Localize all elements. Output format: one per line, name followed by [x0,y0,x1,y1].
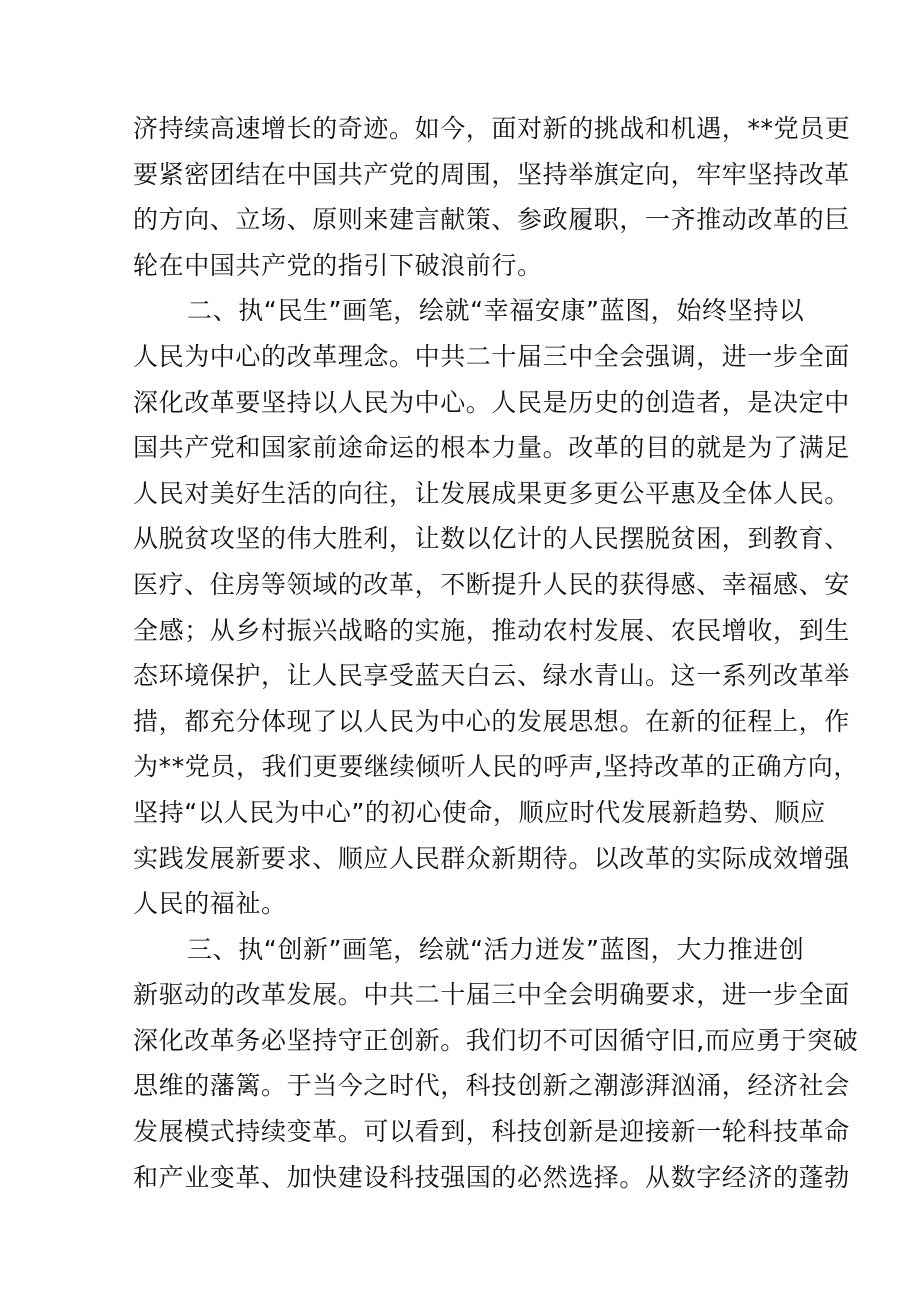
text-line: 态环境保护，让人民享受蓝天白云、绿水青山。这一系列改革举 [133,661,850,691]
text-line: 国共产党和国家前途命运的根本力量。改革的目的就是为了满足 [133,433,850,463]
text-line: 全感；从乡村振兴战略的实施，推动农村发展、农民增收，到生 [133,615,850,645]
text-line: 要紧密团结在中国共产党的周围，坚持举旗定向，牢牢坚持改革 [133,159,850,189]
text-line: 医疗、住房等领域的改革，不断提升人民的获得感、幸福感、安 [133,569,850,599]
paragraph-continuation [133,106,851,288]
section-heading-line: 二、执“民生”画笔，绘就“幸福安康”蓝图，始终坚持以 [187,296,805,326]
text-line: 的方向、立场、原则来建言献策、参政履职，一齐推动改革的巨 [133,205,850,235]
text-line: 措，都充分体现了以人民为中心的发展思想。在新的征程上，作 [133,706,850,736]
text-line: 坚持“以人民为中心”的初心使命，顺应时代发展新趋势、顺应 [133,797,826,827]
text-line: 发展模式持续变革。可以看到，科技创新是迎接新一轮科技革命 [133,1117,850,1147]
text-line: 和产业变革、加快建设科技强国的必然选择。从数字经济的蓬勃 [133,1162,850,1192]
text-line: 新驱动的改革发展。中共二十届三中全会明确要求，进一步全面 [133,980,850,1010]
text-line: 深化改革务必坚持守正创新。我们切不可因循守旧,而应勇于突破 [133,1025,859,1055]
text-line: 人民的福祉。 [133,889,287,919]
text-line: 济持续高速增长的奇迹。如今，面对新的挑战和机遇，**党员更 [133,114,851,143]
text-line: 人民对美好生活的向往，让发展成果更多更公平惠及全体人民。 [133,478,850,508]
text-line: 为**党员，我们更要继续倾听人民的呼声,坚持改革的正确方向， [133,752,859,782]
text-line: 思维的藩篱。于当今之时代，科技创新之潮澎湃汹涌，经济社会 [133,1071,850,1101]
document-body [133,106,859,1200]
section-heading-line: 三、执“创新”画笔，绘就“活力迸发”蓝图，大力推进创 [187,934,805,964]
paragraph-section-three [133,927,859,1201]
paragraph-section-two [133,288,859,926]
text-line: 人民为中心的改革理念。中共二十届三中全会强调，进一步全面 [133,341,850,371]
text-line: 从脱贫攻坚的伟大胜利，让数以亿计的人民摆脱贫困，到教育、 [133,524,850,554]
text-line: 轮在中国共产党的指引下破浪前行。 [133,250,543,280]
text-line: 实践发展新要求、顺应人民群众新期待。以改革的实际成效增强 [133,843,850,873]
text-line: 深化改革要坚持以人民为中心。人民是历史的创造者，是决定中 [133,387,850,417]
